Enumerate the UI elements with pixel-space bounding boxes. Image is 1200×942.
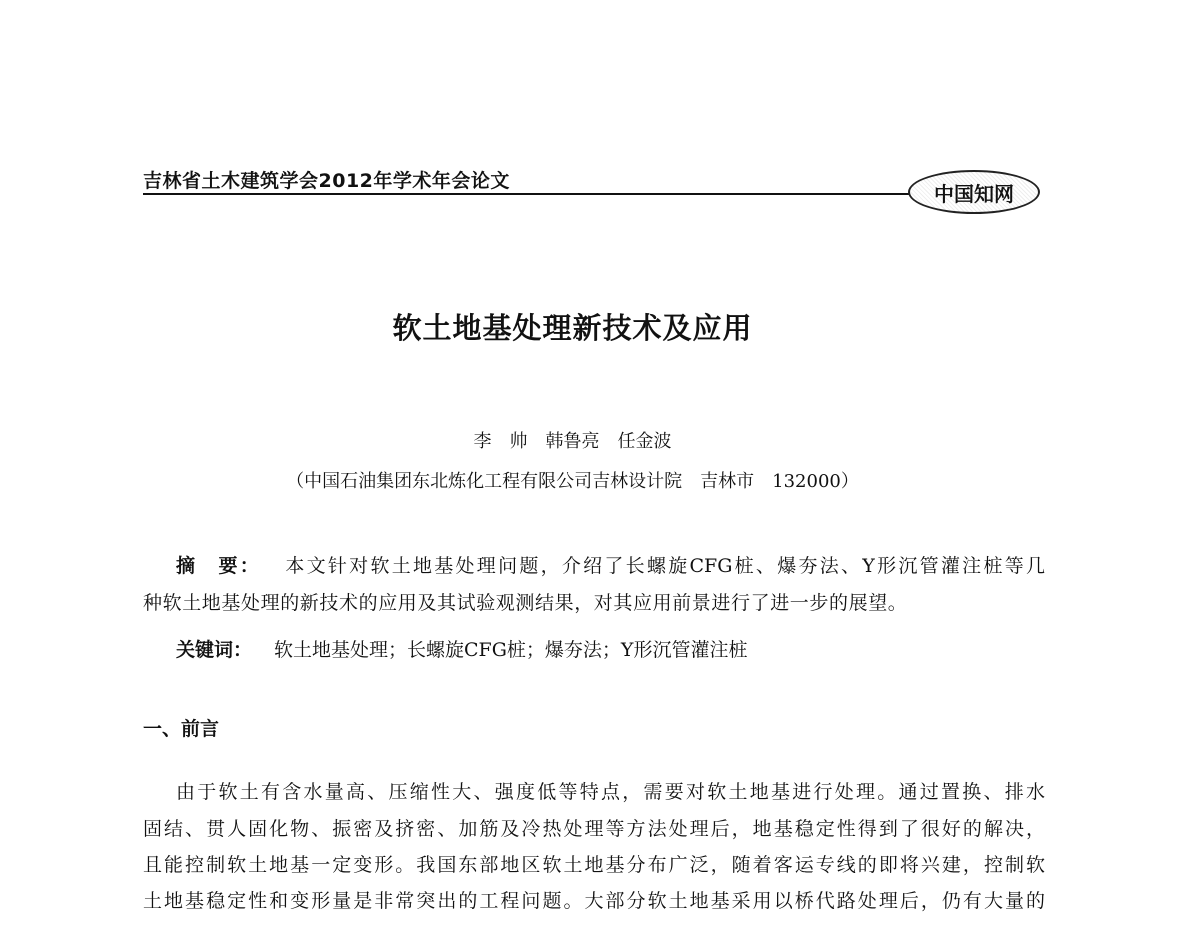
body-line: 固结、贯人固化物、振密及挤密、加筋及冷热处理等方法处理后，地基稳定性得到了很好的解决，	[143, 818, 1045, 840]
proceedings-header: 吉林省土木建筑学会2012年学术年会论文	[143, 170, 510, 192]
body-line: 土地基稳定性和变形量是非常突出的工程问题。大部分软土地基采用以桥代路处理后，仍有大量的	[143, 890, 1045, 912]
body-line: 且能控制软土地基一定变形。我国东部地区软土地基分布广泛，随着客运专线的即将兴建，控制软	[143, 854, 1045, 876]
paper-title: 软土地基处理新技术及应用	[392, 311, 753, 345]
abstract-label: 摘 要：	[176, 555, 262, 577]
authors: 李 帅 韩鲁亮 任金波	[473, 431, 672, 452]
logo-text: 中国知网	[934, 181, 1014, 206]
body-line: 由于软土有含水量高、压缩性大、强度低等特点，需要对软土地基进行处理。通过置换、排水	[176, 781, 1045, 803]
header-rule	[143, 193, 913, 195]
abstract-text: 本文针对软土地基处理问题，介绍了长螺旋CFG桩、爆夯法、Y形沉管灌注桩等几	[283, 555, 1045, 577]
section-heading: 一、前言	[143, 718, 220, 740]
abstract-line-1	[176, 551, 1045, 578]
abstract-line-2: 种软土地基处理的新技术的应用及其试验观测结果，对其应用前景进行了进一步的展望。	[143, 592, 908, 614]
affiliation: （中国石油集团东北炼化工程有限公司吉林设计院 吉林市 132000）	[286, 471, 859, 492]
keywords-text: 软土地基处理；长螺旋CFG桩；爆夯法；Y形沉管灌注桩	[274, 639, 748, 661]
keywords-label: 关键词：	[176, 639, 253, 661]
cnki-logo	[908, 170, 1040, 214]
keywords-line	[176, 635, 816, 662]
